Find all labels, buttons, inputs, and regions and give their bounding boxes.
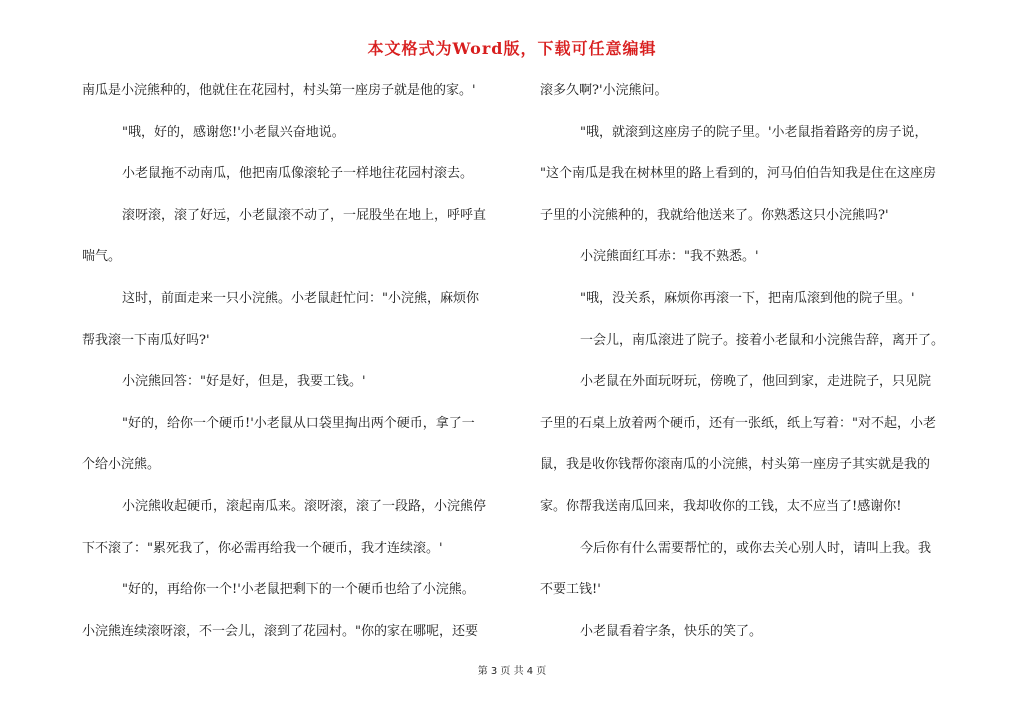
page-number: 第 3 页 共 4 页 [477,666,547,677]
text-line: "哦，好的，感谢您!'小老鼠兴奋地说。 [122,124,345,140]
text-line: 帮我滚一下南瓜好吗?' [82,332,210,348]
text-line: 滚多久啊?'小浣熊问。 [540,83,668,98]
text-line: 小老鼠在外面玩呀玩，傍晚了，他回到家，走进院子，只见院 [580,374,932,390]
text-line: 子里的石桌上放着两个硬币，还有一张纸，纸上写着："对不起，小老 [540,415,936,431]
text-line: "好的，给你一个硬币!'小老鼠从口袋里掏出两个硬币，拿了一 [122,415,475,431]
text-line: 不要工钱!' [540,582,601,598]
text-line: 下不滚了："累死我了，你必需再给我一个硬币，我才连续滚。' [82,540,443,556]
right-column [540,81,964,663]
document-banner: 本文格式为Word版，下载可任意编辑 [367,39,657,58]
text-line: 一会儿，南瓜滚进了院子。接着小老鼠和小浣熊告辞，离开了。 [580,332,945,348]
left-column [82,81,506,663]
text-line: 南瓜是小浣熊种的，他就住在花园村，村头第一座房子就是他的家。' [82,83,476,98]
text-line: 这时，前面走来一只小浣熊。小老鼠赶忙问："小浣熊，麻烦你 [122,290,479,306]
text-line: 小老鼠看着字条，快乐的笑了。 [580,623,763,639]
text-line: 滚呀滚，滚了好远，小老鼠滚不动了，一屁股坐在地上，呼呼直 [122,207,487,223]
text-line: 小浣熊连续滚呀滚，不一会儿，滚到了花园村。"你的家在哪呢，还要 [82,623,478,639]
text-line: "哦，没关系，麻烦你再滚一下，把南瓜滚到他的院子里。' [580,290,915,306]
text-line: 家。你帮我送南瓜回来，我却收你的工钱，太不应当了!感谢你! [540,498,902,514]
text-line: 小老鼠拖不动南瓜，他把南瓜像滚轮子一样地往花园村滚去。 [122,166,474,182]
text-line: 今后你有什么需要帮忙的，或你去关心别人时，请叫上我。我 [580,540,932,556]
text-line: 子里的小浣熊种的，我就给他送来了。你熟悉这只小浣熊吗?' [540,207,889,223]
text-line: "好的，再给你一个!'小老鼠把剩下的一个硬币也给了小浣熊。 [122,582,475,598]
text-line: 个给小浣熊。 [82,457,161,473]
text-line: 小浣熊回答："好是好，但是，我要工钱。' [122,374,366,390]
text-line: "哦，就滚到这座房子的院子里。'小老鼠指着路旁的房子说， [580,124,928,140]
text-line: 鼠，我是收你钱帮你滚南瓜的小浣熊，村头第一座房子其实就是我的 [540,457,931,473]
text-line: 小浣熊收起硬币，滚起南瓜来。滚呀滚，滚了一段路，小浣熊停 [122,498,487,514]
text-line: 喘气。 [82,249,122,265]
text-line: "这个南瓜是我在树林里的路上看到的，河马伯伯告知我是住在这座房 [540,166,936,182]
text-line: 小浣熊面红耳赤："我不熟悉。' [580,249,759,265]
